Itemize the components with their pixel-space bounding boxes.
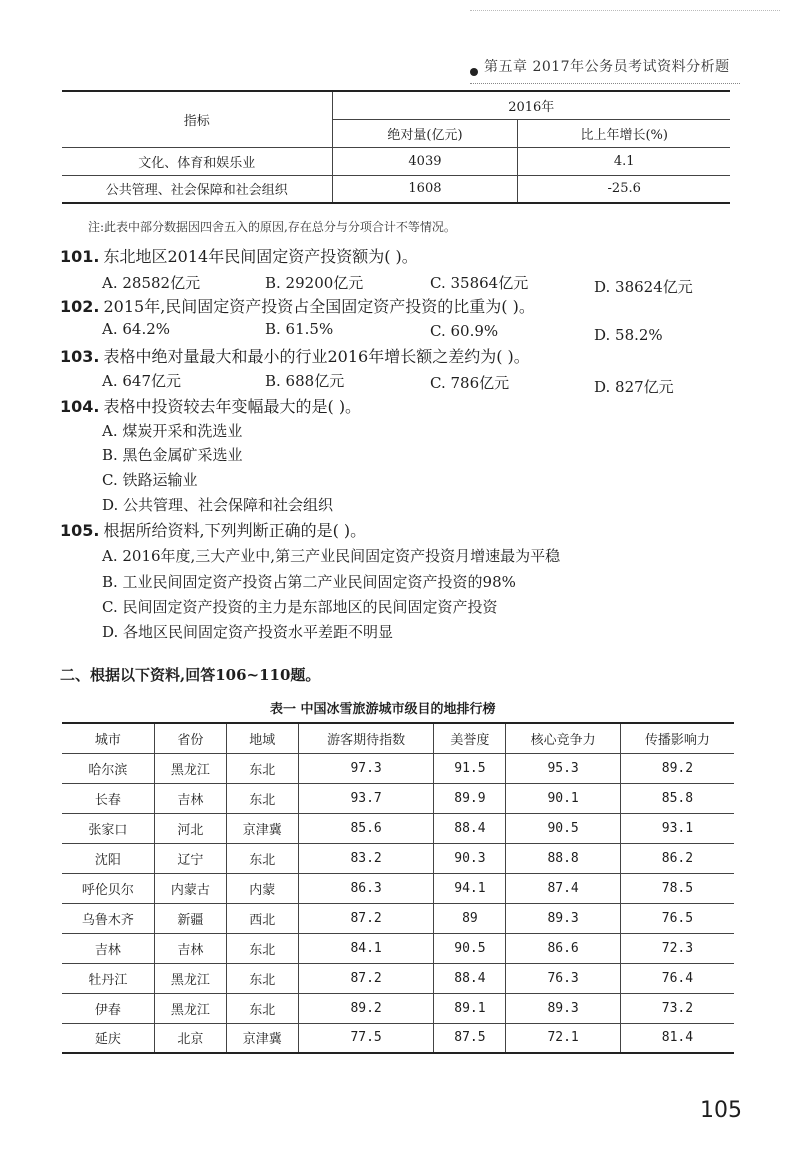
table-row xyxy=(62,873,734,903)
cell-region: 西北 xyxy=(226,903,298,933)
cell-province: 新疆 xyxy=(154,903,226,933)
header-text: 第五章 2017年公务员考试资料分析题 xyxy=(484,59,730,75)
option-a[interactable]: A. 647亿元 xyxy=(102,372,181,390)
cell-expectation: 86.3 xyxy=(298,873,434,903)
cell-influence: 93.1 xyxy=(620,813,734,843)
cell-competitiveness: 86.6 xyxy=(506,933,620,963)
cell-competitiveness: 72.1 xyxy=(506,1023,620,1053)
cell-competitiveness: 90.1 xyxy=(506,783,620,813)
cell-competitiveness: 88.8 xyxy=(506,843,620,873)
row-abs: 1608 xyxy=(332,175,518,203)
table-row xyxy=(62,813,734,843)
cell-reputation: 94.1 xyxy=(434,873,506,903)
year-header: 2016年 xyxy=(332,91,730,119)
top-scan-rule xyxy=(470,10,780,11)
cell-influence: 72.3 xyxy=(620,933,734,963)
header-expectation: 游客期待指数 xyxy=(298,723,434,753)
cell-province: 河北 xyxy=(154,813,226,843)
question-stem: 根据所给资料,下列判断正确的是( )。 xyxy=(103,521,367,540)
cell-city: 长春 xyxy=(62,783,154,813)
cell-influence: 73.2 xyxy=(620,993,734,1023)
cell-province: 北京 xyxy=(154,1023,226,1053)
question-102 xyxy=(60,294,535,317)
header-competitiveness: 核心竞争力 xyxy=(506,723,620,753)
option-c[interactable]: C. 民间固定资产投资的主力是东部地区的民间固定资产投资 xyxy=(102,598,498,616)
cell-city: 呼伦贝尔 xyxy=(62,873,154,903)
cell-expectation: 97.3 xyxy=(298,753,434,783)
cell-province: 内蒙古 xyxy=(154,873,226,903)
growth-header: 比上年增长(%) xyxy=(518,119,730,147)
cell-influence: 76.5 xyxy=(620,903,734,933)
option-d[interactable]: D. 38624亿元 xyxy=(594,278,693,296)
cell-competitiveness: 89.3 xyxy=(506,993,620,1023)
cell-province: 吉林 xyxy=(154,933,226,963)
cell-reputation: 89.9 xyxy=(434,783,506,813)
table-caption: 表一 中国冰雪旅游城市级目的地排行榜 xyxy=(270,702,496,717)
cell-region: 京津冀 xyxy=(226,1023,298,1053)
question-stem: 东北地区2014年民间固定资产投资额为( )。 xyxy=(103,247,418,266)
cell-city: 牡丹江 xyxy=(62,963,154,993)
cell-expectation: 87.2 xyxy=(298,903,434,933)
option-a[interactable]: A. 煤炭开采和洗选业 xyxy=(102,422,243,440)
indicator-header: 指标 xyxy=(62,91,332,147)
cell-expectation: 77.5 xyxy=(298,1023,434,1053)
cell-competitiveness: 87.4 xyxy=(506,873,620,903)
cell-expectation: 89.2 xyxy=(298,993,434,1023)
cell-influence: 86.2 xyxy=(620,843,734,873)
cell-influence: 78.5 xyxy=(620,873,734,903)
cell-region: 东北 xyxy=(226,783,298,813)
cell-reputation: 88.4 xyxy=(434,813,506,843)
option-b[interactable]: B. 61.5% xyxy=(265,320,334,338)
option-b[interactable]: B. 工业民间固定资产投资占第二产业民间固定资产投资的98% xyxy=(102,573,516,591)
cell-competitiveness: 76.3 xyxy=(506,963,620,993)
question-number: 104. xyxy=(60,397,100,416)
option-b[interactable]: B. 688亿元 xyxy=(265,372,345,390)
cell-region: 东北 xyxy=(226,843,298,873)
option-a[interactable]: A. 64.2% xyxy=(102,320,171,338)
cell-expectation: 85.6 xyxy=(298,813,434,843)
cell-city: 吉林 xyxy=(62,933,154,963)
question-number: 105. xyxy=(60,521,100,540)
cell-expectation: 87.2 xyxy=(298,963,434,993)
cell-city: 沈阳 xyxy=(62,843,154,873)
cell-influence: 76.4 xyxy=(620,963,734,993)
cell-province: 黑龙江 xyxy=(154,993,226,1023)
row-name: 公共管理、社会保障和社会组织 xyxy=(62,175,332,203)
cell-expectation: 93.7 xyxy=(298,783,434,813)
table-row xyxy=(62,843,734,873)
header-region: 地域 xyxy=(226,723,298,753)
question-number: 101. xyxy=(60,247,100,266)
cell-region: 东北 xyxy=(226,993,298,1023)
cell-competitiveness: 89.3 xyxy=(506,903,620,933)
cell-reputation: 88.4 xyxy=(434,963,506,993)
header-reputation: 美誉度 xyxy=(434,723,506,753)
cell-region: 京津冀 xyxy=(226,813,298,843)
option-b[interactable]: B. 黑色金属矿采选业 xyxy=(102,446,243,464)
cell-province: 辽宁 xyxy=(154,843,226,873)
cell-province: 黑龙江 xyxy=(154,963,226,993)
table-row xyxy=(62,783,734,813)
cell-expectation: 83.2 xyxy=(298,843,434,873)
running-header xyxy=(470,48,750,88)
option-a[interactable]: A. 28582亿元 xyxy=(102,274,201,292)
question-number: 103. xyxy=(60,347,100,366)
cell-region: 东北 xyxy=(226,933,298,963)
bullet-icon xyxy=(470,68,478,76)
cell-city: 张家口 xyxy=(62,813,154,843)
option-c[interactable]: C. 铁路运输业 xyxy=(102,471,198,489)
question-stem: 2015年,民间固定资产投资占全国固定资产投资的比重为( )。 xyxy=(103,297,535,316)
cell-city: 哈尔滨 xyxy=(62,753,154,783)
table-row xyxy=(62,903,734,933)
cell-city: 伊春 xyxy=(62,993,154,1023)
page-number: 105 xyxy=(700,1098,742,1123)
question-101 xyxy=(60,244,418,267)
option-a[interactable]: A. 2016年度,三大产业中,第三产业民间固定资产投资月增速最为平稳 xyxy=(102,547,561,565)
option-d[interactable]: D. 58.2% xyxy=(594,326,663,344)
option-d[interactable]: D. 827亿元 xyxy=(594,378,674,396)
indicator-table xyxy=(62,90,730,204)
cell-province: 吉林 xyxy=(154,783,226,813)
row-abs: 4039 xyxy=(332,147,518,175)
cell-reputation: 89 xyxy=(434,903,506,933)
table-row xyxy=(62,993,734,1023)
option-d[interactable]: D. 公共管理、社会保障和社会组织 xyxy=(102,496,334,514)
cell-reputation: 91.5 xyxy=(434,753,506,783)
question-104 xyxy=(60,394,361,417)
cell-competitiveness: 90.5 xyxy=(506,813,620,843)
question-stem: 表格中投资较去年变幅最大的是( )。 xyxy=(103,397,362,416)
question-stem: 表格中绝对量最大和最小的行业2016年增长额之差约为( )。 xyxy=(103,347,530,366)
option-c[interactable]: C. 35864亿元 xyxy=(430,274,529,292)
question-105 xyxy=(60,518,366,541)
table-row xyxy=(62,963,734,993)
row-growth: -25.6 xyxy=(518,175,730,203)
row-name: 文化、体育和娱乐业 xyxy=(62,147,332,175)
cell-reputation: 90.5 xyxy=(434,933,506,963)
cell-region: 内蒙 xyxy=(226,873,298,903)
ranking-table xyxy=(62,722,734,1054)
section-heading: 二、根据以下资料,回答106~110题。 xyxy=(60,666,321,684)
header-city: 城市 xyxy=(62,723,154,753)
cell-reputation: 87.5 xyxy=(434,1023,506,1053)
header-rule xyxy=(470,83,740,84)
table-note: 注:此表中部分数据因四舍五入的原因,存在总分与分项合计不等情况。 xyxy=(88,220,456,234)
cell-influence: 85.8 xyxy=(620,783,734,813)
option-c[interactable]: C. 60.9% xyxy=(430,322,499,340)
cell-province: 黑龙江 xyxy=(154,753,226,783)
cell-competitiveness: 95.3 xyxy=(506,753,620,783)
cell-city: 乌鲁木齐 xyxy=(62,903,154,933)
cell-influence: 81.4 xyxy=(620,1023,734,1053)
question-103 xyxy=(60,344,530,367)
option-d[interactable]: D. 各地区民间固定资产投资水平差距不明显 xyxy=(102,623,394,641)
option-c[interactable]: C. 786亿元 xyxy=(430,374,510,392)
cell-influence: 89.2 xyxy=(620,753,734,783)
table-row xyxy=(62,933,734,963)
cell-region: 东北 xyxy=(226,753,298,783)
cell-reputation: 89.1 xyxy=(434,993,506,1023)
header-province: 省份 xyxy=(154,723,226,753)
table-row xyxy=(62,1023,734,1053)
option-b[interactable]: B. 29200亿元 xyxy=(265,274,364,292)
cell-region: 东北 xyxy=(226,963,298,993)
absolute-header: 绝对量(亿元) xyxy=(332,119,518,147)
question-number: 102. xyxy=(60,297,100,316)
cell-expectation: 84.1 xyxy=(298,933,434,963)
cell-city: 延庆 xyxy=(62,1023,154,1053)
row-growth: 4.1 xyxy=(518,147,730,175)
header-influence: 传播影响力 xyxy=(620,723,734,753)
table-row xyxy=(62,753,734,783)
cell-reputation: 90.3 xyxy=(434,843,506,873)
